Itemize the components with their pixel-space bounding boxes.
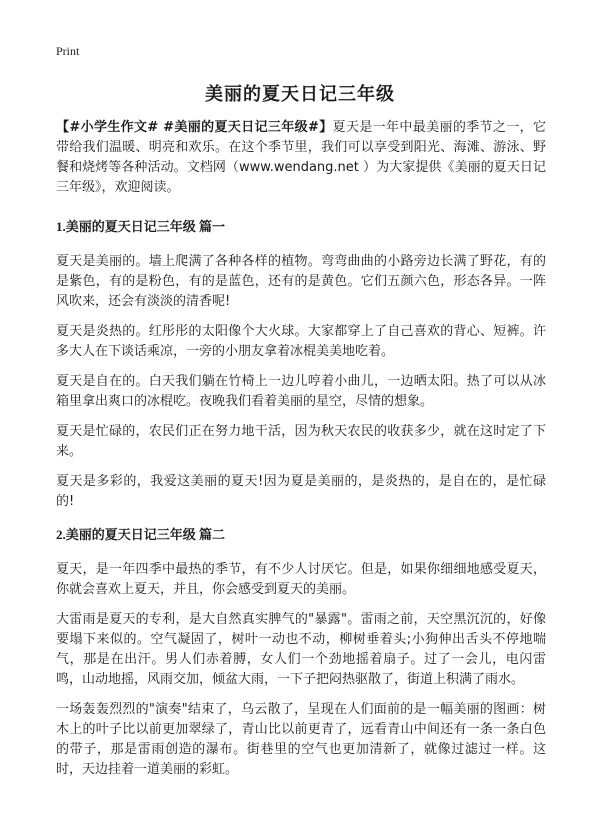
section-heading-1: 1.美丽的夏天日记三年级 篇一: [56, 219, 226, 234]
paragraph: 夏天是自在的。白天我们躺在竹椅上一边儿哼着小曲儿，一边晒太阳。热了可以从冰箱里拿出爽口的冰棍吃。夜晚我们看着美丽的星空，尽情的想象。: [56, 374, 546, 409]
intro-tag: 【#小学生作文# #美丽的夏天日记三年级#】: [56, 120, 333, 135]
paragraph: 夏天是美丽的。墙上爬满了各种各样的植物。弯弯曲曲的小路旁边长满了野花，有的是紫色，有的是粉色，有的是蓝色，还有的是黄色。它们五颜六色，形态各异。一阵风吹来，还会有淡淡的清香呢!: [56, 254, 546, 309]
paragraph: 夏天是炎热的。红彤彤的太阳像个大火球。大家都穿上了自己喜欢的背心、短裤。许多大人在下谈话乘凉，一旁的小朋友拿着冰棍美美地吃着。: [56, 324, 546, 359]
paragraph: 一场轰轰烈烈的"演奏"结束了，乌云散了，呈现在人们面前的是一幅美丽的图画：树木上的叶子比以前更加翠绿了，青山比以前更青了，远看青山中间还有一条一条白色的带子，那是雷雨创造的瀑布。街巷里的空气也更加清新了，就像过滤过一样。这时，天边挂着一道美丽的彩虹。: [56, 702, 546, 777]
page-title: 美丽的夏天日记三年级: [205, 84, 395, 105]
print-link[interactable]: Print: [56, 44, 80, 58]
paragraph: 大雷雨是夏天的专利，是大自然真实脾气的"暴露"。雷雨之前，天空黑沉沉的，好像要塌下来似的。空气凝固了，树叶一动也不动，柳树垂着头;小狗伸出舌头不停地喘气，那是在出汗。男人们赤着膊，女人们一个劲地摇着扇子。过了一会儿，电闪雷鸣，山动地摇，风雨交加，倾盆大雨，一下子把闷热驱散了，街道上积满了雨水。: [56, 612, 546, 687]
section-heading-2: 2.美丽的夏天日记三年级 篇二: [56, 527, 226, 542]
intro-paragraph: [56, 118, 546, 198]
paragraph: 夏天是忙碌的，农民们正在努力地干活，因为秋天农民的收获多少，就在这时定了下来。: [56, 424, 546, 459]
intro-text: 夏天是一年中最美丽的季节之一，它带给我们温暖、明亮和欢乐。在这个季节里，我们可以享受到阳光、海滩、游泳、野餐和烧烤等各种活动。文档网（www.wendang.net ）为大家提供《美丽的夏天日记三年级》，欢迎阅读。: [56, 120, 546, 195]
paragraph: 夏天，是一年四季中最热的季节，有不少人讨厌它。但是，如果你细细地感受夏天，你就会喜欢上夏天，并且，你会感受到夏天的美丽。: [56, 562, 546, 597]
article-body: [56, 118, 546, 790]
paragraph: 夏天是多彩的，我爱这美丽的夏天!因为夏是美丽的，是炎热的，是自在的，是忙碌的!: [56, 474, 546, 509]
